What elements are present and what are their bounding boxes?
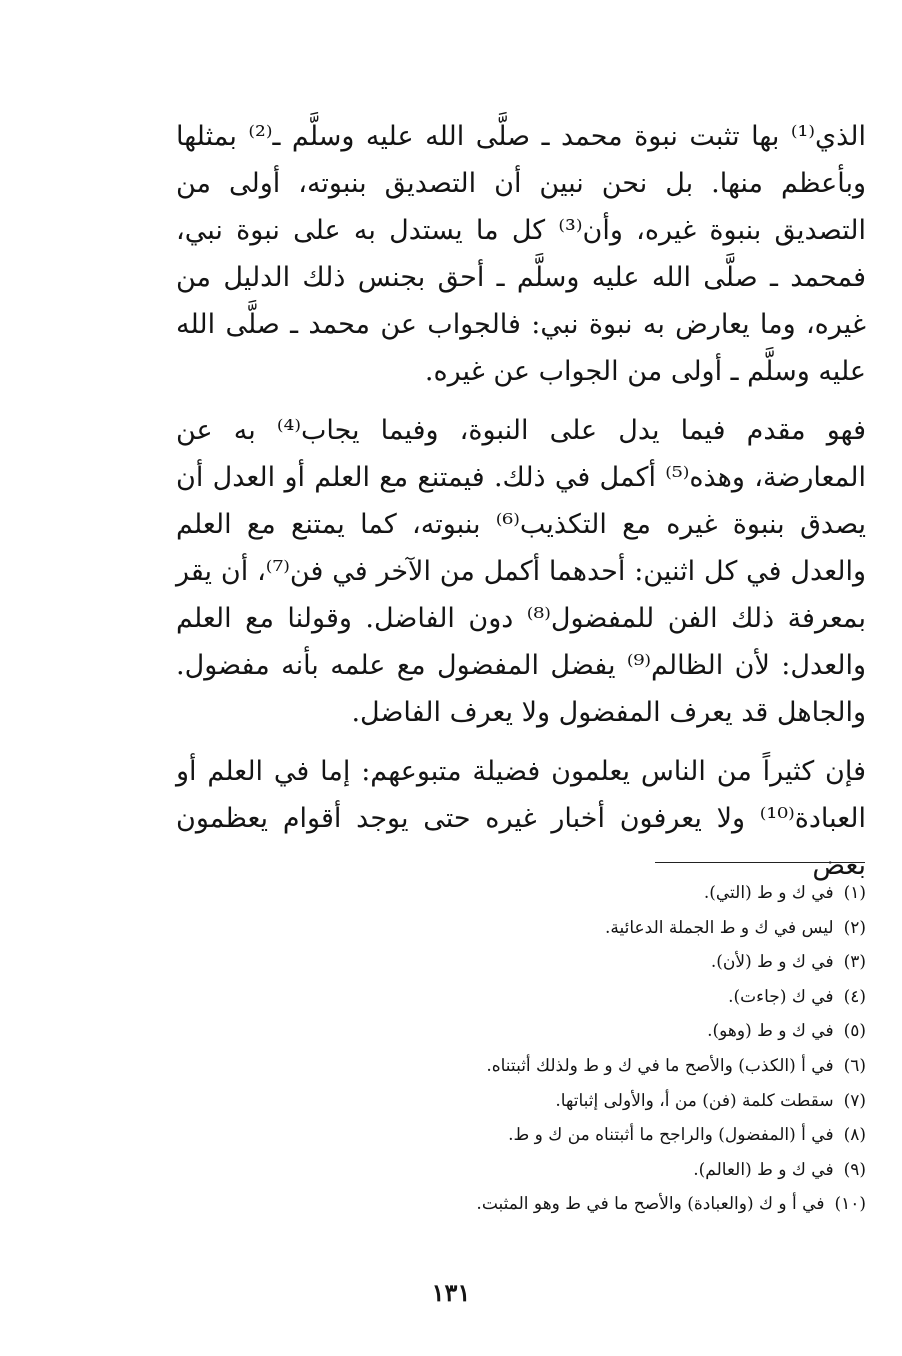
footnote-5 (176, 1014, 866, 1049)
footnote-number: (٨) (843, 1125, 866, 1146)
footnote-text: في ك (جاءت). (728, 986, 834, 1007)
footnote-8 (176, 1118, 866, 1153)
footnotes-list (176, 876, 866, 1222)
footnote-7 (176, 1084, 866, 1119)
footnote-6 (176, 1049, 866, 1084)
page-number: ١٣١ (431, 1278, 471, 1307)
footnote-3 (176, 945, 866, 980)
footnote-number: (٩) (843, 1159, 866, 1180)
paragraph-2: فهو مقدم فيما يدل على النبوة، وفيما يجاب⁽⁴⁾ به عن المعارضة، وهذه⁽⁵⁾ أكمل في ذلك. فيمتنع مع العلم أو العدل أن يصدق بنبوة غيره مع التكذيب⁽⁶⁾ بنبوته، كما يمتنع مع العلم والعدل في كل اثنين: أحدهما أكمل من الآخر في فن⁽⁷⁾، أن يقر بمعرفة ذلك الفن للمفضول⁽⁸⁾ دون الفاضل. وقولنا مع العلم والعدل: لأن الظالم⁽⁹⁾ يفضل المفضول مع علمه بأنه مفضول. والجاهل قد يعرف المفضول ولا يعرف الفاضل. (176, 415, 867, 728)
footnote-text: في ك و ط (لأن). (710, 952, 834, 973)
footnote-text: في ك و ط (وهو). (707, 1021, 834, 1042)
footnote-4 (176, 980, 866, 1015)
footnote-number: (٥) (843, 1021, 866, 1042)
footnote-text: ليس في ك و ط الجملة الدعائية. (604, 917, 834, 938)
footnote-number: (٣) (843, 952, 866, 973)
footnote-2 (176, 911, 866, 946)
footnote-10 (176, 1187, 866, 1222)
footnote-number: (٧) (843, 1090, 866, 1111)
footnote-text: في ك و ط (العالم). (693, 1159, 834, 1180)
footnote-9 (176, 1153, 866, 1188)
paragraph-1: الذي⁽¹⁾ بها تثبت نبوة محمد ـ صلَّى الله عليه وسلَّم ـ⁽²⁾ بمثلها وبأعظم منها. بل نحن نبين أن التصديق بنبوته، أولى من التصديق بنبوة غيره، وأن⁽³⁾ كل ما يستدل به على نبوة نبي، فمحمد ـ صلَّى الله عليه وسلَّم ـ أحق بجنس ذلك الدليل من غيره، وما يعارض به نبوة نبي: فالجواب عن محمد ـ صلَّى الله عليه وسلَّم ـ أولى من الجواب عن غيره. (176, 121, 867, 387)
footnote-text: في أ (المفضول) والراجح ما أثبتناه من ك و ط. (508, 1125, 834, 1146)
paragraph-3: فإن كثيراً من الناس يعلمون فضيلة متبوعهم: إما في العلم أو العبادة⁽¹⁰⁾ ولا يعرفون أخبار غيره حتى يوجد أقوام يعظمون بعض (176, 756, 866, 881)
footnote-number: (١) (843, 883, 866, 903)
footnote-text: في ك و ط (التي). (703, 883, 834, 903)
footnote-separator (655, 862, 865, 863)
footnote-number: (٦) (843, 1055, 866, 1076)
footnote-number: (١٠) (834, 1194, 866, 1215)
footnote-text: في أ و ك (والعبادة) والأصح ما في ط وهو المثبت. (476, 1194, 825, 1215)
footnote-text: سقطت كلمة (فن) من أ، والأولى إثباتها. (555, 1090, 834, 1111)
footnote-text: في أ (الكذب) والأصح ما في ك و ط ولذلك أثبتناه. (486, 1055, 834, 1076)
footnote-1 (176, 876, 866, 911)
footnote-number: (٢) (843, 917, 866, 938)
footnote-number: (٤) (843, 986, 866, 1007)
